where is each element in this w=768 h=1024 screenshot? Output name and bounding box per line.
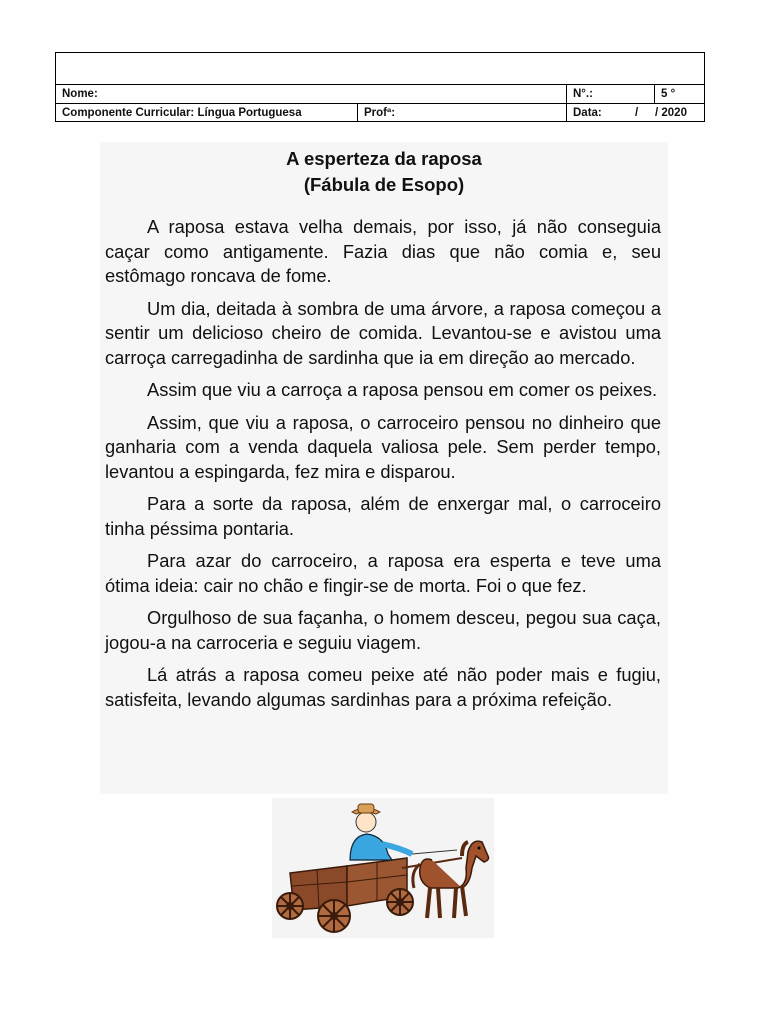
story-paragraph: Orgulhoso de sua façanha, o homem desceu, pegou sua caça, jogou-a na carroceria e seguiu viagem.: [105, 607, 661, 653]
name-cell[interactable]: [56, 85, 566, 104]
header-row-component: [56, 103, 704, 122]
story-paragraph: Assim que viu a carroça a raposa pensou em comer os peixes.: [147, 379, 658, 400]
component-cell: [56, 104, 357, 122]
story-paragraph: Lá atrás a raposa comeu peixe até não poder mais e fugiu, satisfeita, levando algumas sardinhas para a próxima refeição.: [105, 664, 661, 710]
story-paragraph: A raposa estava velha demais, por isso, já não conseguia caçar como antigamente. Fazia dias que não comia e, seu estômago roncava de fome.: [105, 216, 661, 286]
date-year: / 2020: [655, 107, 687, 119]
component-label: Componente Curricular: Língua Portuguesa: [62, 107, 302, 119]
story-paragraph: Para azar do carroceiro, a raposa era esperta e teve uma ótima ideia: cair no chão e fingir-se de morta. Foi o que fez.: [105, 550, 661, 596]
story-title: [100, 146, 668, 198]
story-title-line2: (Fábula de Esopo): [303, 174, 465, 195]
date-slash: /: [635, 107, 639, 119]
header-row-name: [56, 84, 704, 104]
story-paragraph: Assim, que viu a raposa, o carroceiro pensou no dinheiro que ganharia com a venda daquela valiosa pele. Sem perder tempo, levantou a espingarda, fez mira e disparou.: [105, 411, 661, 482]
teacher-cell[interactable]: [357, 104, 566, 122]
grade-value: 5 °: [661, 88, 676, 100]
date-cell[interactable]: [566, 104, 706, 122]
name-label: Nome:: [62, 88, 98, 100]
grade-cell: [654, 85, 706, 104]
number-label: N°.:: [573, 88, 593, 100]
horse-cart-illustration: [272, 798, 494, 938]
story-title-line1: A esperteza da raposa: [286, 148, 482, 169]
teacher-label: Profª:: [364, 107, 396, 119]
story-paragraph: Para a sorte da raposa, além de enxergar mal, o carroceiro tinha péssima pontaria.: [105, 493, 661, 539]
date-label: Data:: [573, 107, 602, 119]
story-paragraph: Um dia, deitada à sombra de uma árvore, a raposa começou a sentir um delicioso cheiro de comida. Levantou-se e avistou uma carroça carregadinha de sardinha que ia em direção ao mercado.: [105, 297, 661, 368]
story-body: [105, 215, 661, 720]
header-table: [55, 52, 705, 122]
number-cell[interactable]: [566, 85, 654, 104]
